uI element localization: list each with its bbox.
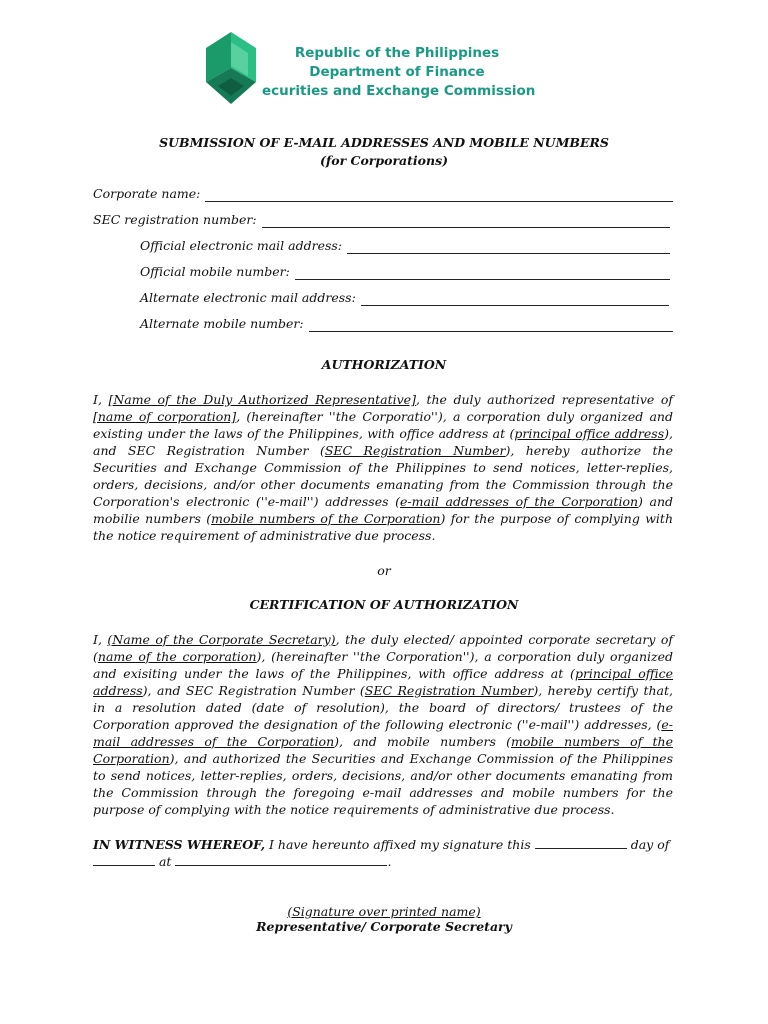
corporation-name-placeholder: [name of corporation]: [93, 409, 237, 424]
official-email-label: Official electronic mail address:: [140, 238, 343, 253]
email-addresses-placeholder: e-mail addresses of the Corporation: [93, 717, 673, 749]
signature-block: [0, 904, 768, 934]
text-segment: at: [155, 854, 176, 869]
corporate-name-line[interactable]: [205, 189, 673, 202]
text-segment: , the duly authorized representative of: [415, 392, 673, 407]
sec-registration-field[interactable]: [93, 212, 670, 228]
email-addresses-placeholder: e-mail addresses of the Corporation: [400, 494, 639, 509]
alternate-mobile-line[interactable]: [309, 319, 673, 332]
sec-registration-label: SEC registration number:: [93, 212, 257, 227]
signature-place-blank[interactable]: [175, 853, 387, 866]
office-address-placeholder: principal office address: [514, 426, 665, 441]
form-subtitle: (for Corporations): [319, 153, 449, 168]
official-mobile-field[interactable]: [140, 264, 670, 280]
mobile-numbers-placeholder: mobile numbers of the Corporation: [93, 734, 673, 766]
certification-paragraph: [93, 631, 673, 818]
signature-line-label: (Signature over printed name): [287, 904, 481, 919]
text-segment: I have hereunto affixed my signature this: [265, 837, 535, 852]
text-segment: I,: [93, 632, 108, 647]
official-mobile-line[interactable]: [295, 267, 670, 280]
or-separator: or: [377, 563, 391, 578]
corporate-name-label: Corporate name:: [93, 186, 201, 201]
text-segment: .: [387, 854, 392, 869]
signature-month-blank[interactable]: [93, 853, 155, 866]
text-segment: day of: [626, 837, 670, 852]
alternate-email-label: Alternate electronic mail address:: [140, 290, 356, 305]
alternate-mobile-label: Alternate mobile number:: [140, 316, 304, 331]
text-segment: , (hereinafter ''the Corporatio''), a corporation duly organized and existing under the laws of the Philippines, with office address at (: [93, 409, 673, 441]
registration-number-placeholder: SEC Registration Number: [324, 443, 506, 458]
witness-bold: IN WITNESS WHEREOF,: [93, 837, 266, 852]
secretary-name-placeholder: (Name of the Corporate Secretary): [107, 632, 336, 647]
registration-number-placeholder: SEC Registration Number: [364, 683, 534, 698]
text-segment: ), hereby authorize the Securities and Exchange Commission of the Philippines to send notices, letter-replies, orders, decisions, and/or other documents emanating from the Commission through the Corporation's electronic (''e-mail'') addresses (: [93, 443, 674, 509]
corporate-name-field[interactable]: [93, 186, 673, 202]
sec-registration-line[interactable]: [262, 215, 670, 228]
org-name: [262, 44, 536, 101]
text-segment: , the duly elected/ appointed corporate secretary of (: [93, 632, 674, 664]
text-segment: ), (hereinafter ''the Corporation''), a corporation duly organized and exisiting under the laws of the Philippines, with office address at (: [93, 649, 673, 681]
org-line-commission: ecurities and Exchange Commission: [262, 83, 536, 99]
representative-name-placeholder: [Name of the Duly Authorized Representative]: [108, 392, 416, 407]
text-segment: ) and mobilie numbers (: [93, 494, 674, 526]
text-segment: ), and SEC Registration Number (: [142, 683, 365, 698]
text-segment: I,: [93, 392, 109, 407]
alternate-email-field[interactable]: [140, 290, 669, 306]
official-email-field[interactable]: [140, 238, 670, 254]
text-segment: ) for the purpose of complying with the notice requirement of administrative due process.: [93, 511, 673, 543]
signature-role: Representative/ Corporate Secretary: [256, 919, 512, 934]
form-title: SUBMISSION OF E-MAIL ADDRESSES AND MOBILE NUMBERS: [159, 135, 609, 150]
corporation-name-placeholder: name of the corporation: [97, 649, 257, 664]
text-segment: ), and authorized the Securities and Exchange Commission of the Philippines to send notices, letter-replies, orders, decisions, and/or other documents emanating from the Commission through the foregoing e-mail addresses and mobile numbers for the purpose of complying with the notice requirements of administrative due process.: [93, 751, 673, 817]
alternate-mobile-field[interactable]: [140, 316, 673, 332]
text-segment: ), and mobile numbers (: [334, 734, 512, 749]
letterhead: [0, 0, 768, 110]
official-email-line[interactable]: [347, 241, 670, 254]
signature-day-blank[interactable]: [535, 836, 627, 849]
authorization-paragraph: [93, 391, 673, 544]
witness-paragraph: [93, 836, 673, 870]
org-line-republic: Republic of the Philippines: [294, 45, 500, 61]
text-segment: ), and SEC Registration Number (: [93, 426, 673, 458]
sec-logo-icon: [206, 32, 256, 104]
official-mobile-label: Official mobile number:: [140, 264, 290, 279]
text-segment: ), hereby certify that, in a resolution dated (date of resolution), the board of directors/ trustees of the Corporation approved the designation of the following electronic (''e-mail'') addresses, (: [93, 683, 673, 732]
certification-heading: CERTIFICATION OF AUTHORIZATION: [249, 597, 519, 612]
authorization-heading: AUTHORIZATION: [321, 357, 447, 372]
alternate-email-line[interactable]: [361, 293, 669, 306]
org-line-department: Department of Finance: [309, 64, 485, 80]
mobile-numbers-placeholder: mobile numbers of the Corporation: [211, 511, 441, 526]
office-address-placeholder: principal office address: [93, 666, 673, 698]
